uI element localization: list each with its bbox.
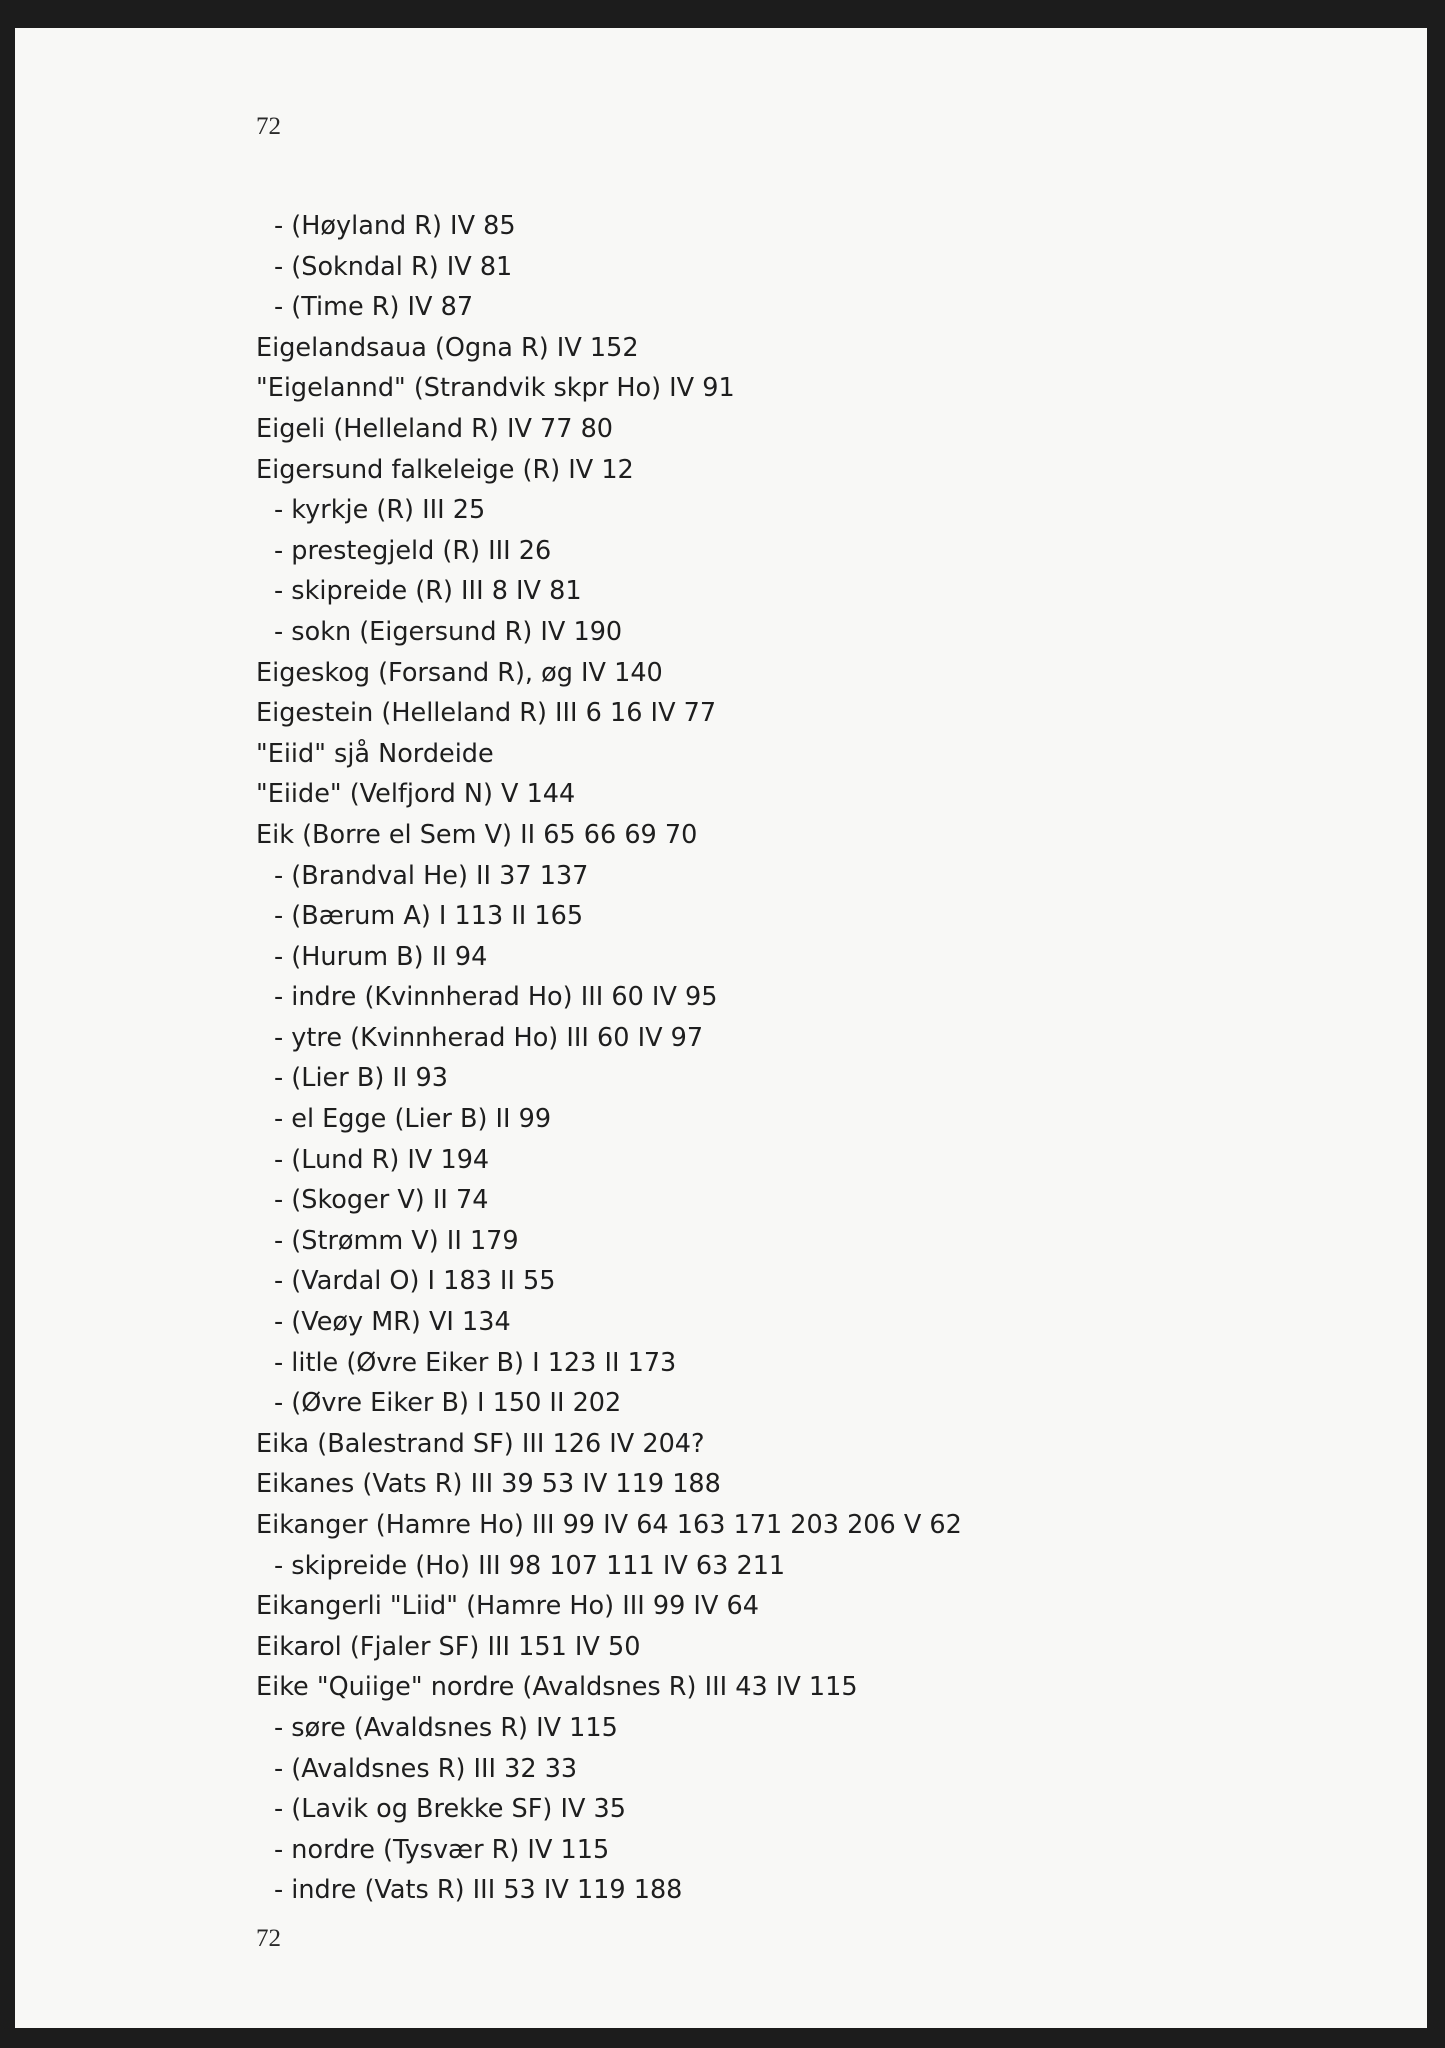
index-subentry: - (Høyland R) IV 85 xyxy=(274,211,516,241)
index-entry-list xyxy=(256,206,1356,1911)
index-subentry: - (Lavik og Brekke SF) IV 35 xyxy=(274,1794,626,1825)
index-subentry: - søre (Avaldsnes R) IV 115 xyxy=(274,1712,618,1743)
index-entry: "Eiide" (Velfjord N) V 144 xyxy=(256,779,576,810)
index-subentry: - (Time R) IV 87 xyxy=(274,292,474,323)
index-subentry: - (Øvre Eiker B) I 150 II 202 xyxy=(274,1388,622,1419)
index-subentry: - skipreide (R) III 8 IV 81 xyxy=(274,576,582,607)
index-entry: Eik (Borre el Sem V) II 65 66 69 70 xyxy=(256,819,698,850)
page-number-top: 72 xyxy=(256,113,281,140)
index-entry: Eigersund falkeleige (R) IV 12 xyxy=(256,454,634,485)
index-entry: Eike "Quiige" nordre (Avaldsnes R) III 43 IV 115 xyxy=(256,1672,858,1703)
index-subentry: - skipreide (Ho) III 98 107 111 IV 63 211 xyxy=(274,1550,786,1581)
index-entry: "Eiid" sjå Nordeide xyxy=(256,738,494,769)
index-subentry: - litle (Øvre Eiker B) I 123 II 173 xyxy=(274,1347,677,1378)
index-subentry: - (Lund R) IV 194 xyxy=(274,1144,490,1175)
index-entry: Eigeli (Helleland R) IV 77 80 xyxy=(256,413,614,444)
index-entry: Eika (Balestrand SF) III 126 IV 204? xyxy=(256,1428,705,1459)
index-entry: "Eigelannd" (Strandvik skpr Ho) IV 91 xyxy=(256,373,735,404)
index-subentry: - ytre (Kvinnherad Ho) III 60 IV 97 xyxy=(274,1022,704,1053)
index-entry: Eikanes (Vats R) III 39 53 IV 119 188 xyxy=(256,1469,721,1500)
index-subentry: - (Hurum B) II 94 xyxy=(274,941,488,972)
index-subentry: - prestegjeld (R) III 26 xyxy=(274,535,552,566)
index-subentry: - indre (Vats R) III 53 IV 119 188 xyxy=(274,1875,683,1906)
index-subentry: - (Vardal O) I 183 II 55 xyxy=(274,1266,556,1297)
index-subentry: - (Brandval He) II 37 137 xyxy=(274,860,589,891)
index-subentry: - kyrkje (R) III 25 xyxy=(274,495,486,526)
index-entry: Eikanger (Hamre Ho) III 99 IV 64 163 171 203 206 V 62 xyxy=(256,1510,962,1540)
index-subentry: - nordre (Tysvær R) IV 115 xyxy=(274,1834,610,1865)
index-subentry: - (Strømm V) II 179 xyxy=(274,1225,519,1256)
index-subentry: - (Lier B) II 93 xyxy=(274,1063,448,1094)
index-subentry: - (Skoger V) II 74 xyxy=(274,1185,489,1216)
index-entry: Eigelandsaua (Ogna R) IV 152 xyxy=(256,332,639,363)
index-entry: Eikarol (Fjaler SF) III 151 IV 50 xyxy=(256,1631,641,1662)
index-entry: Eigeskog (Forsand R), øg IV 140 xyxy=(256,657,663,688)
page-number-bottom: 72 xyxy=(256,1925,281,1952)
index-subentry: - (Sokndal R) IV 81 xyxy=(274,251,513,282)
index-subentry: - indre (Kvinnherad Ho) III 60 IV 95 xyxy=(274,982,718,1013)
index-subentry: - (Veøy MR) VI 134 xyxy=(274,1307,511,1338)
index-subentry: - (Avaldsnes R) III 32 33 xyxy=(274,1753,578,1784)
index-entry: Eigestein (Helleland R) III 6 16 IV 77 xyxy=(256,698,717,729)
index-entry: Eikangerli "Liid" (Hamre Ho) III 99 IV 64 xyxy=(256,1591,759,1622)
index-subentry: - el Egge (Lier B) II 99 xyxy=(274,1104,552,1135)
index-subentry: - sokn (Eigersund R) IV 190 xyxy=(274,616,623,647)
index-subentry: - (Bærum A) I 113 II 165 xyxy=(274,901,584,932)
